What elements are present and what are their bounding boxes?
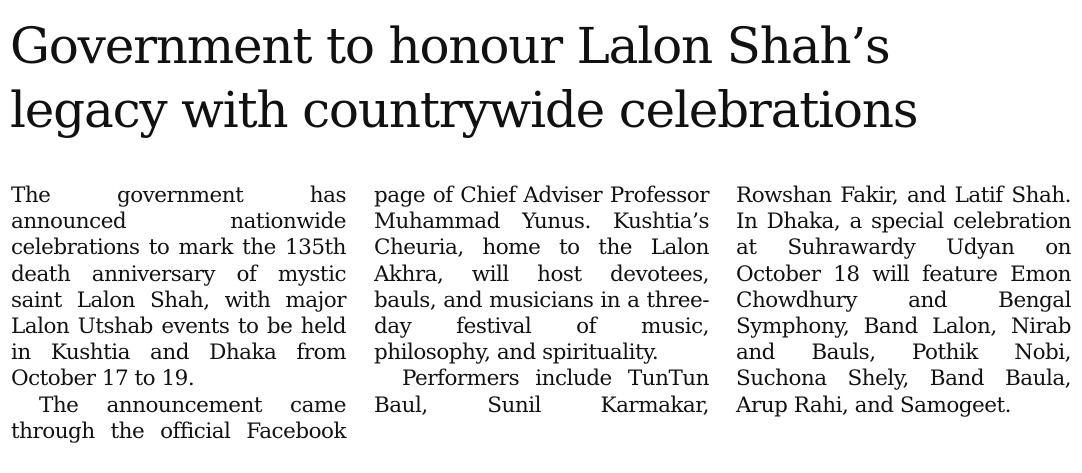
paragraph-intro: The government has announced nationwide celebrations to mark the 135th death anniversary of mystic saint Lalon Shah, with major Lalon Utshab events to be held in Kushtia and Dhaka from October 17 to 19. xyxy=(11,183,346,392)
article-body xyxy=(11,183,1071,473)
headline-line-1: Government to honour Lalon Shah’s xyxy=(10,17,890,75)
paragraph-announcement: The announcement came through the official Facebook xyxy=(11,392,346,444)
column-2 xyxy=(374,183,709,419)
headline-line-2: legacy with countrywide celebrations xyxy=(10,81,918,139)
column-1 xyxy=(11,183,346,445)
paragraph-kushtia: page of Chief Adviser Professor Muhammad Yunus. Kushtia’s Cheuria, home to the Lalon Akhra, will host devotees, bauls, and musicians in a three-day festival of music, philosophy, and spirituality. xyxy=(374,183,709,366)
paragraph-dhaka: Rowshan Fakir, and Latif Shah. In Dhaka, a special celebration at Suhrawardy Udyan on October 18 will feature Emon Chowdhury and Bengal Symphony, Band Lalon, Nirab and Bauls, Pothik Nobi, Suchona Shely, Band Baula, Arup Rahi, and Samogeet. xyxy=(736,183,1071,418)
paragraph-performers: Performers include TunTun Baul, Sunil Karmakar, xyxy=(374,366,709,418)
headline xyxy=(10,14,1075,142)
column-3 xyxy=(736,183,1071,419)
